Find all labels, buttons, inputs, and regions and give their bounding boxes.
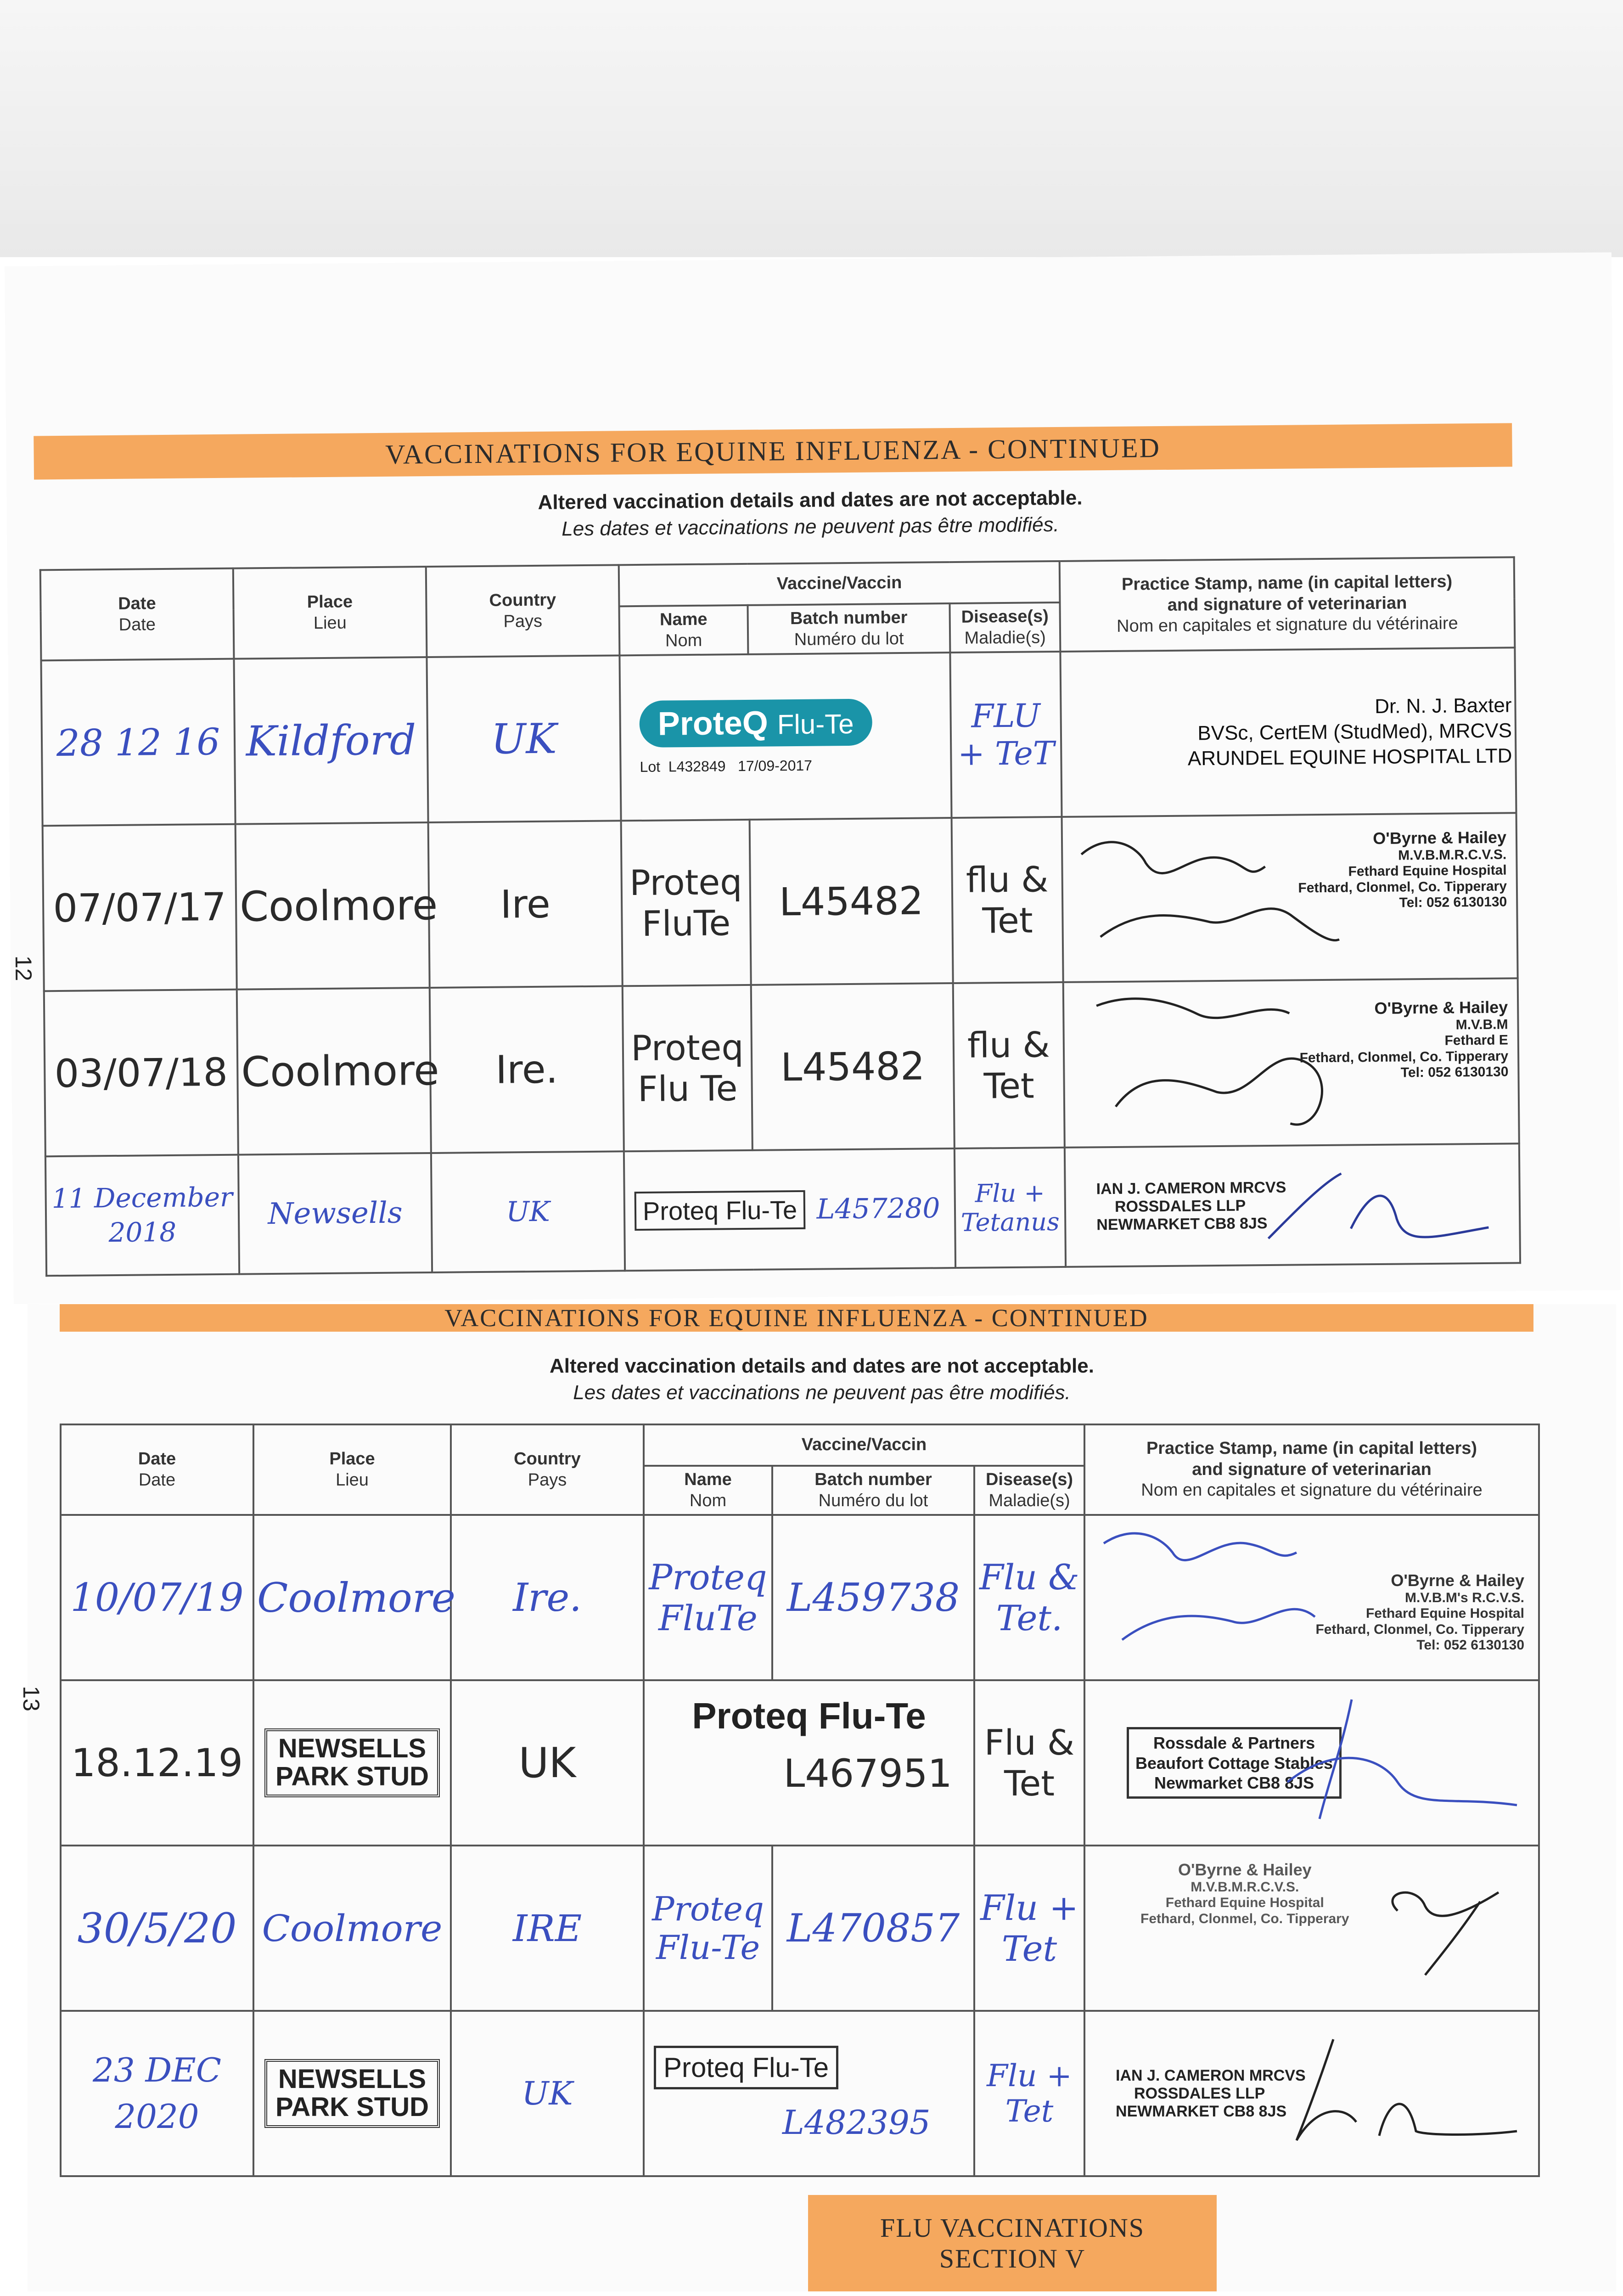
passport-page-13 bbox=[18, 1304, 1616, 2291]
row-place: Coolmore bbox=[236, 822, 430, 990]
row-country: UK bbox=[451, 2011, 644, 2176]
row-name: Proteq Flu-Te bbox=[644, 1846, 772, 2011]
section-band bbox=[34, 423, 1512, 479]
header-country: Country Pays bbox=[426, 565, 620, 657]
header-place: Place Lieu bbox=[233, 567, 427, 659]
table-row bbox=[61, 1515, 1539, 1680]
row-country: UK bbox=[451, 1680, 644, 1846]
row-place bbox=[253, 1680, 451, 1846]
page-number: 13 bbox=[18, 1686, 44, 1711]
signature bbox=[1241, 2026, 1526, 2154]
row-date: 28 12 16 bbox=[41, 659, 235, 826]
row-disease: Flu + Tet bbox=[974, 1846, 1084, 2011]
row-country: Ire bbox=[428, 821, 623, 988]
row-name: Proteq FluTe bbox=[644, 1515, 772, 1680]
header-name: Name Nom bbox=[644, 1466, 772, 1515]
row-place: Coolmore bbox=[253, 1846, 451, 2011]
table-row bbox=[61, 1846, 1539, 2011]
row-date: 18.12.19 bbox=[61, 1680, 253, 1846]
row-disease: Flu + Tet bbox=[974, 2011, 1084, 2176]
footer-line1: FLU VACCINATIONS bbox=[880, 2213, 1145, 2243]
practice-stamp: IAN J. CAMERON MRCVS ROSSDALES LLP NEWMARKET CB8 8JS bbox=[1096, 1178, 1286, 1234]
row-vaccine-label bbox=[624, 1148, 955, 1271]
practice-stamp: Rossdale & Partners Beaufort Cottage Stables Newmarket CB8 8JS bbox=[1127, 1727, 1342, 1799]
row-date: 03/07/18 bbox=[44, 990, 238, 1157]
header-date: Date Date bbox=[61, 1424, 253, 1515]
row-batch: L45482 bbox=[750, 818, 953, 985]
row-vaccine-label bbox=[644, 2011, 974, 2176]
row-batch: L457280 bbox=[816, 1192, 940, 1226]
row-date: 11 December 2018 bbox=[45, 1155, 239, 1276]
place-stamp: NEWSELLS PARK STUD bbox=[264, 2059, 440, 2128]
row-vet bbox=[1060, 648, 1516, 817]
proteq-logo: ProteQ Flu-Te bbox=[639, 698, 872, 747]
row-date: 07/07/17 bbox=[43, 824, 237, 991]
table-row bbox=[43, 813, 1518, 991]
practice-stamp: O'Byrne & Hailey M.V.B.M.R.C.V.S. Fethard Equine Hospital Fethard, Clonmel, Co. Tipperary Tel: 052 6130130 bbox=[1298, 827, 1507, 911]
warning-fr: Les dates et vaccinations ne peuvent pas être modifiés. bbox=[573, 1381, 1071, 1404]
row-vet bbox=[1084, 1846, 1539, 2011]
warning-en: Altered vaccination details and dates are not acceptable. bbox=[538, 486, 1083, 514]
signature bbox=[1258, 1154, 1498, 1257]
header-vet: Practice Stamp, name (in capital letters) and signature of veterinarian Nom en capitales et signature du vétérinaire bbox=[1060, 557, 1515, 652]
row-country: IRE bbox=[451, 1846, 644, 2011]
row-batch: L470857 bbox=[772, 1846, 974, 2011]
warning-text bbox=[6, 482, 1614, 546]
row-place: Newsells bbox=[238, 1153, 432, 1274]
section-footer bbox=[808, 2195, 1217, 2291]
table-row bbox=[61, 2011, 1539, 2176]
header-disease: Disease(s) Maladie(s) bbox=[949, 602, 1060, 653]
header-date: Date Date bbox=[40, 568, 234, 661]
row-disease: Flu + Tetanus bbox=[955, 1148, 1066, 1268]
header-batch: Batch number Numéro du lot bbox=[772, 1466, 974, 1515]
band-title: VACCINATIONS FOR EQUINE INFLUENZA - CONTINUED bbox=[444, 1304, 1149, 1332]
section-band bbox=[60, 1304, 1533, 1332]
signature bbox=[1370, 1874, 1522, 1984]
vaccine-print: Proteq Flu-Te bbox=[692, 1695, 926, 1737]
row-batch: L459738 bbox=[772, 1515, 974, 1680]
row-name: Proteq FluTe bbox=[621, 820, 751, 986]
row-vet bbox=[1084, 1515, 1539, 1680]
practice-stamp: O'Byrne & Hailey M.V.B.M.R.C.V.S. Fethard Equine Hospital Fethard, Clonmel, Co. Tipperary bbox=[1140, 1860, 1349, 1926]
practice-stamp: IAN J. CAMERON MRCVS ROSSDALES LLP NEWMARKET CB8 8JS bbox=[1116, 2066, 1306, 2120]
passport-page-12 bbox=[5, 252, 1621, 1304]
vet-stamp: Dr. N. J. Baxter BVSc, CertEM (StudMed), MRCVS ARUNDEL EQUINE HOSPITAL LTD bbox=[1187, 694, 1512, 770]
header-vet: Practice Stamp, name (in capital letters) and signature of veterinarian Nom en capitales et signature du vétérinaire bbox=[1084, 1424, 1539, 1515]
row-disease: Flu & Tet bbox=[974, 1680, 1084, 1846]
row-place: Kildford bbox=[234, 657, 428, 824]
signature bbox=[1260, 1690, 1535, 1837]
row-country: UK bbox=[431, 1151, 625, 1272]
row-place bbox=[253, 2011, 451, 2176]
row-country: Ire. bbox=[451, 1515, 644, 1680]
warning-text bbox=[28, 1355, 1616, 1404]
vaccine-stamp: Proteq Flu-Te bbox=[635, 1190, 806, 1231]
vaccination-table bbox=[60, 1424, 1540, 2177]
header-country: Country Pays bbox=[451, 1424, 644, 1515]
vaccination-table bbox=[39, 556, 1521, 1277]
row-vet bbox=[1084, 2011, 1539, 2176]
table-row bbox=[45, 1143, 1520, 1276]
row-date: 23 DEC 2020 bbox=[61, 2011, 253, 2176]
row-disease: flu & Tet bbox=[952, 817, 1063, 983]
practice-stamp: O'Byrne & Hailey M.V.B.M Fethard E Fethard, Clonmel, Co. Tipperary Tel: 052 6130130 bbox=[1299, 997, 1509, 1080]
footer-line2: SECTION V bbox=[939, 2244, 1086, 2273]
row-disease: FLU + TeT bbox=[950, 652, 1061, 818]
band-title: VACCINATIONS FOR EQUINE INFLUENZA - CONTINUED bbox=[385, 433, 1161, 470]
table-row bbox=[41, 648, 1516, 826]
row-disease: flu & Tet bbox=[953, 982, 1065, 1148]
practice-stamp: O'Byrne & Hailey M.V.B.M's R.C.V.S. Fethard Equine Hospital Fethard, Clonmel, Co. Tipperary Tel: 052 6130130 bbox=[1315, 1571, 1525, 1653]
row-vet bbox=[1065, 1143, 1520, 1267]
row-batch: L45482 bbox=[751, 983, 955, 1150]
row-batch: L482395 bbox=[782, 2103, 931, 2142]
row-date: 10/07/19 bbox=[61, 1515, 253, 1680]
row-date: 30/5/20 bbox=[61, 1846, 253, 2011]
header-disease: Disease(s) Maladie(s) bbox=[974, 1466, 1084, 1515]
header-place: Place Lieu bbox=[253, 1424, 451, 1515]
table-row bbox=[61, 1680, 1539, 1846]
place-stamp: NEWSELLS PARK STUD bbox=[264, 1728, 440, 1797]
header-vaccine: Vaccine/Vaccin bbox=[644, 1424, 1084, 1466]
row-place: Coolmore bbox=[253, 1515, 451, 1680]
row-country: Ire. bbox=[430, 986, 624, 1154]
header-vaccine: Vaccine/Vaccin bbox=[619, 561, 1060, 606]
background-sheet bbox=[0, 0, 1623, 257]
row-vaccine-label bbox=[644, 1680, 974, 1846]
row-name: Proteq Flu Te bbox=[623, 985, 753, 1151]
table-row bbox=[44, 978, 1519, 1156]
row-vet bbox=[1062, 813, 1518, 983]
row-place: Coolmore bbox=[237, 988, 431, 1155]
row-vaccine-label bbox=[619, 653, 951, 821]
warning-fr: Les dates et vaccinations ne peuvent pas être modifiés. bbox=[562, 513, 1059, 540]
row-country: UK bbox=[427, 656, 621, 823]
row-vet bbox=[1084, 1680, 1539, 1846]
page-number: 12 bbox=[10, 955, 37, 981]
batch-label: Lot L432849 17/09-2017 bbox=[640, 757, 813, 775]
header-batch: Batch number Numéro du lot bbox=[748, 603, 950, 654]
header-name: Name Nom bbox=[619, 605, 748, 656]
row-batch: L467951 bbox=[783, 1751, 952, 1796]
row-disease: Flu & Tet. bbox=[974, 1515, 1084, 1680]
vaccine-stamp: Proteq Flu-Te bbox=[654, 2046, 838, 2089]
warning-en: Altered vaccination details and dates are not acceptable. bbox=[550, 1355, 1094, 1377]
row-vet bbox=[1063, 978, 1519, 1148]
